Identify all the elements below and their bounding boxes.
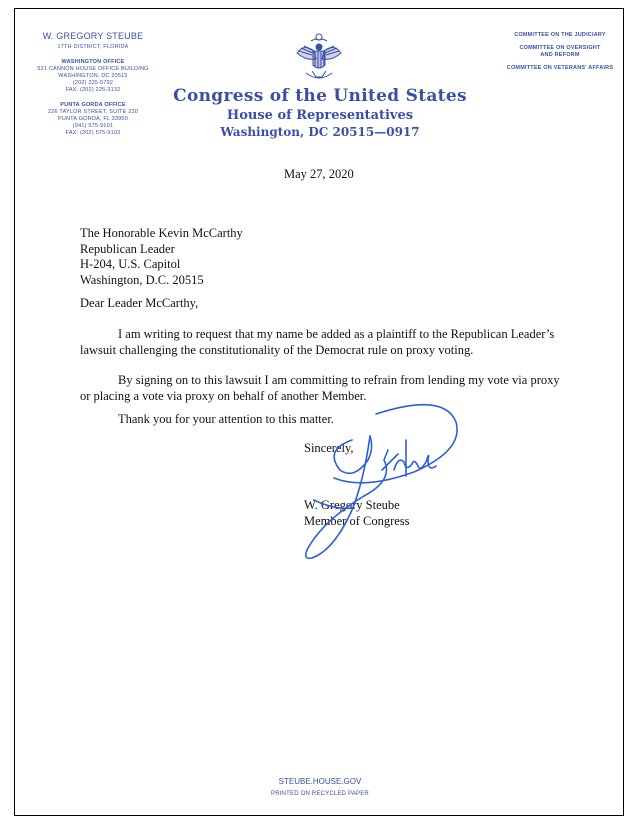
- local-office-fax: FAX: (202) 575-9103: [65, 130, 121, 136]
- paragraph-line: lawsuit challenging the constitutionality of the Democrat rule on proxy voting.: [80, 342, 474, 357]
- paragraph-line: I am writing to request that my name be added as a plaintiff to the Republican Leader’s: [118, 327, 555, 341]
- member-name: W. GREGORY STEUBE: [42, 31, 144, 41]
- committee-veterans: COMMITTEE ON VETERANS' AFFAIRS: [506, 65, 614, 71]
- dc-office-address2: WASHINGTON, DC 20515: [58, 73, 128, 79]
- member-office-info: [24, 31, 162, 137]
- paragraph-line: or placing a vote via proxy on behalf of another Member.: [80, 388, 367, 403]
- closing-line: Thank you for your attention to this matter.: [118, 412, 334, 426]
- recipient-line: Republican Leader: [80, 241, 175, 256]
- city-zip: Washington, DC 20515—0917: [220, 125, 420, 139]
- signer-title: Member of Congress: [304, 513, 410, 528]
- local-office-title: PUNTA GORDA OFFICE: [60, 102, 126, 108]
- congress-title: Congress of the United States: [173, 86, 467, 106]
- letterhead-title: [160, 86, 480, 139]
- local-office-address1: 226 TAYLOR STREET, SUITE 230: [48, 109, 138, 115]
- valediction: Sincerely,: [304, 441, 354, 455]
- local-office-address2: PUNTA GORDA, FL 33950: [58, 116, 128, 122]
- committee-judiciary: COMMITTEE ON THE JUDICIARY: [514, 32, 606, 38]
- paragraph-1: [80, 327, 554, 358]
- dc-office-phone: (202) 225-5792: [72, 80, 114, 86]
- committee-list: [492, 32, 628, 78]
- handwritten-signature: [294, 400, 472, 562]
- letter-date: May 27, 2020: [284, 167, 354, 181]
- recipient-line: Washington, D.C. 20515: [80, 272, 204, 287]
- dc-office-title: WASHINGTON OFFICE: [61, 59, 125, 65]
- salutation: Dear Leader McCarthy,: [80, 296, 199, 310]
- website-footer: STEUBE.HOUSE.GOV: [278, 777, 362, 786]
- recipient-line: The Honorable Kevin McCarthy: [80, 226, 243, 240]
- local-office-phone: (941) 575-9101: [72, 123, 114, 129]
- recipient-block: [80, 226, 243, 288]
- recycled-note: PRINTED ON RECYCLED PAPER: [271, 791, 369, 797]
- house-title: House of Representatives: [226, 108, 414, 123]
- paragraph-line: By signing on to this lawsuit I am committing to refrain from lending my vote via proxy: [118, 373, 560, 387]
- dc-office-address1: 521 CANNON HOUSE OFFICE BUILDING: [37, 66, 149, 72]
- recipient-line: H-204, U.S. Capitol: [80, 257, 181, 271]
- district: 17TH DISTRICT, FLORIDA: [57, 44, 129, 50]
- dc-office-fax: FAX: (202) 225-3132: [65, 87, 121, 93]
- eagle-seal-icon: [294, 31, 344, 83]
- signer-name: W. Gregory Steube: [304, 498, 400, 512]
- committee-oversight: COMMITTEE ON OVERSIGHT AND REFORM: [519, 45, 601, 58]
